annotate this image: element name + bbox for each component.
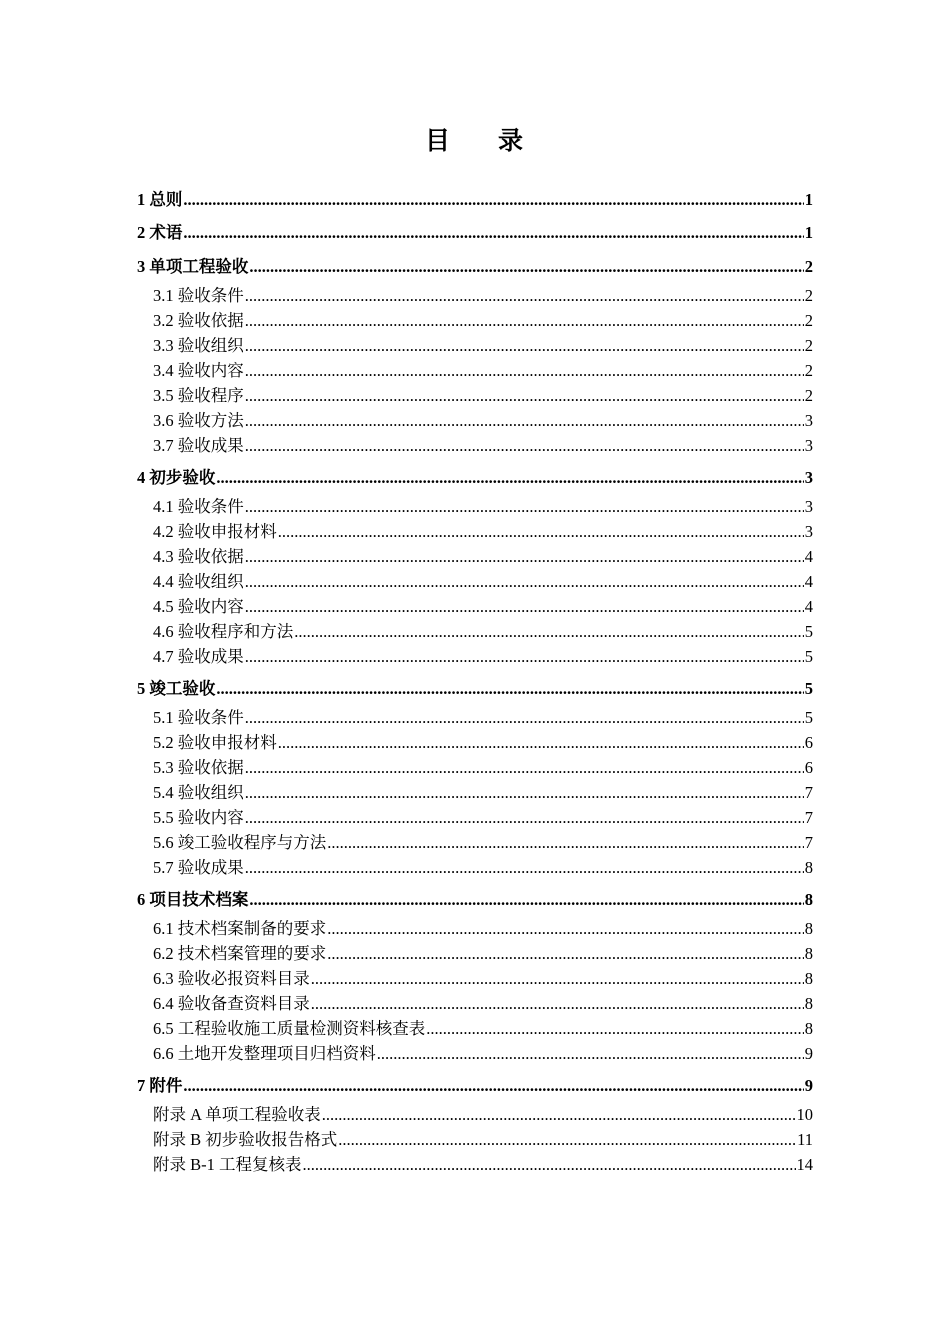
- toc-page-number: 10: [796, 1105, 813, 1124]
- toc-entry-label: 5.5 验收内容: [153, 808, 244, 827]
- toc-leader-dots: [278, 730, 804, 755]
- toc-leader-dots: [245, 383, 804, 408]
- toc-page-number: 1: [804, 189, 813, 209]
- toc-page-number: 8: [804, 944, 813, 963]
- toc-entry-section[interactable]: [137, 830, 813, 855]
- toc-leader-dots: [245, 433, 804, 458]
- toc-entry-label: 4.4 验收组织: [153, 572, 244, 591]
- toc-entry-label: 3.2 验收依据: [153, 311, 244, 330]
- toc-entry-label: 5.2 验收申报材料: [153, 733, 277, 752]
- toc-page-number: 8: [804, 969, 813, 988]
- toc-leader-dots: [322, 1102, 796, 1127]
- toc-entry-label: 4.6 验收程序和方法: [153, 622, 294, 641]
- toc-page-number: 7: [804, 833, 813, 852]
- toc-entry-section[interactable]: [137, 1127, 813, 1152]
- toc-page-number: 14: [796, 1155, 813, 1174]
- toc-page-number: 11: [797, 1130, 813, 1149]
- toc-entry-label: 3 单项工程验收: [137, 256, 249, 276]
- toc-leader-dots: [303, 1152, 796, 1177]
- toc-page-number: 5: [804, 708, 813, 727]
- toc-entry-section[interactable]: [137, 644, 813, 669]
- toc-leader-dots: [426, 1016, 804, 1041]
- toc-page-number: 3: [804, 497, 813, 516]
- toc-page-number: 3: [804, 411, 813, 430]
- toc-page-number: 4: [804, 547, 813, 566]
- toc-entry-label: 6 项目技术档案: [137, 889, 249, 909]
- toc-page-number: 5: [804, 622, 813, 641]
- toc-leader-dots: [377, 1041, 804, 1066]
- toc-leader-dots: [245, 283, 804, 308]
- toc-leader-dots: [183, 187, 803, 212]
- toc-entry-section[interactable]: [137, 1016, 813, 1041]
- toc-page-number: 3: [804, 436, 813, 455]
- toc-page-number: 2: [804, 286, 813, 305]
- toc-page-number: 2: [804, 336, 813, 355]
- toc-page-number: 7: [804, 783, 813, 802]
- toc-entry-label: 1 总则: [137, 189, 183, 209]
- toc-entry-label: 6.6 土地开发整理项目归档资料: [153, 1044, 376, 1063]
- toc-leader-dots: [245, 855, 804, 880]
- toc-entry-section[interactable]: [137, 494, 813, 519]
- toc-leader-dots: [245, 569, 804, 594]
- toc-entry-chapter[interactable]: [137, 460, 813, 494]
- toc-leader-dots: [245, 644, 804, 669]
- toc-entry-section[interactable]: [137, 991, 813, 1016]
- toc-entry-label: 3.6 验收方法: [153, 411, 244, 430]
- toc-page-number: 2: [804, 256, 813, 276]
- toc-leader-dots: [249, 887, 803, 912]
- toc-entry-label: 4.3 验收依据: [153, 547, 244, 566]
- toc-leader-dots: [294, 619, 804, 644]
- toc-page-number: 8: [804, 889, 813, 909]
- toc-entry-label: 7 附件: [137, 1075, 183, 1095]
- toc-entry-label: 2 术语: [137, 222, 183, 242]
- toc-entry-section[interactable]: [137, 594, 813, 619]
- toc-entry-label: 5 竣工验收: [137, 678, 216, 698]
- toc-leader-dots: [338, 1127, 796, 1152]
- toc-leader-dots: [311, 991, 804, 1016]
- toc-entry-section[interactable]: [137, 569, 813, 594]
- toc-entry-label: 6.2 技术档案管理的要求: [153, 944, 327, 963]
- toc-entry-label: 6.5 工程验收施工质量检测资料核查表: [153, 1019, 426, 1038]
- toc-page-number: 4: [804, 597, 813, 616]
- toc-leader-dots: [249, 254, 803, 279]
- toc-entry-section[interactable]: [137, 544, 813, 569]
- toc-leader-dots: [216, 465, 803, 490]
- toc-entry-section[interactable]: [137, 308, 813, 333]
- toc-entry-section[interactable]: [137, 519, 813, 544]
- toc-leader-dots: [183, 1073, 803, 1098]
- toc-page-number: 5: [804, 647, 813, 666]
- toc-entry-section[interactable]: [137, 780, 813, 805]
- toc-entry-chapter[interactable]: [137, 249, 813, 283]
- toc-entry-section[interactable]: [137, 333, 813, 358]
- toc-entry-section[interactable]: [137, 705, 813, 730]
- toc-page-number: 2: [804, 386, 813, 405]
- toc-leader-dots: [245, 308, 804, 333]
- toc-entry-section[interactable]: [137, 730, 813, 755]
- toc-page-number: 6: [804, 733, 813, 752]
- toc-page-number: 8: [804, 919, 813, 938]
- toc-entry-section[interactable]: [137, 1152, 813, 1177]
- toc-leader-dots: [245, 805, 804, 830]
- toc-page-number: 7: [804, 808, 813, 827]
- toc-entry-section[interactable]: [137, 805, 813, 830]
- toc-entry-label: 附录 B 初步验收报告格式: [153, 1130, 338, 1149]
- toc-title: [0, 121, 950, 157]
- toc-page-number: 5: [804, 678, 813, 698]
- toc-entry-label: 3.1 验收条件: [153, 286, 244, 305]
- toc-entry-section[interactable]: [137, 855, 813, 880]
- toc-entry-section[interactable]: [137, 619, 813, 644]
- toc-page-number: 8: [804, 858, 813, 877]
- toc-leader-dots: [327, 830, 804, 855]
- toc-leader-dots: [216, 676, 803, 701]
- toc-entry-label: 4.5 验收内容: [153, 597, 244, 616]
- toc-entry-label: 4.7 验收成果: [153, 647, 244, 666]
- toc-entry-label: 5.3 验收依据: [153, 758, 244, 777]
- toc-leader-dots: [327, 916, 804, 941]
- toc-entry-section[interactable]: [137, 283, 813, 308]
- toc-page-number: 3: [804, 467, 813, 487]
- toc-page-number: 9: [804, 1044, 813, 1063]
- toc-entry-label: 附录 B-1 工程复核表: [153, 1155, 302, 1174]
- toc-title-left: 目: [424, 126, 452, 155]
- toc-entry-label: 3.4 验收内容: [153, 361, 244, 380]
- toc-entry-chapter[interactable]: [137, 882, 813, 916]
- toc-entry-section[interactable]: [137, 916, 813, 941]
- toc-leader-dots: [245, 594, 804, 619]
- toc-entry-section[interactable]: [137, 941, 813, 966]
- toc-entry-label: 6.4 验收备查资料目录: [153, 994, 310, 1013]
- table-of-contents: [137, 183, 813, 1179]
- toc-page-number: 2: [804, 361, 813, 380]
- toc-entry-label: 5.7 验收成果: [153, 858, 244, 877]
- toc-page-number: 2: [804, 311, 813, 330]
- toc-leader-dots: [245, 333, 804, 358]
- toc-entry-label: 3.7 验收成果: [153, 436, 244, 455]
- toc-entry-chapter[interactable]: [137, 183, 813, 215]
- toc-leader-dots: [245, 358, 804, 383]
- toc-entry-section[interactable]: [137, 433, 813, 458]
- toc-leader-dots: [245, 780, 804, 805]
- toc-leader-dots: [278, 519, 804, 544]
- toc-entry-section[interactable]: [137, 1102, 813, 1127]
- toc-entry-label: 3.3 验收组织: [153, 336, 244, 355]
- toc-leader-dots: [183, 220, 803, 245]
- toc-leader-dots: [245, 408, 804, 433]
- toc-entry-label: 4.2 验收申报材料: [153, 522, 277, 541]
- toc-entry-chapter[interactable]: [137, 215, 813, 249]
- toc-leader-dots: [245, 705, 804, 730]
- toc-entry-label: 5.6 竣工验收程序与方法: [153, 833, 327, 852]
- toc-entry-label: 5.1 验收条件: [153, 708, 244, 727]
- toc-page-number: 8: [804, 994, 813, 1013]
- toc-entry-section[interactable]: [137, 1041, 813, 1066]
- toc-leader-dots: [245, 494, 804, 519]
- toc-entry-label: 5.4 验收组织: [153, 783, 244, 802]
- toc-page-number: 9: [804, 1075, 813, 1095]
- toc-page-number: 3: [804, 522, 813, 541]
- toc-entry-section[interactable]: [137, 408, 813, 433]
- toc-entry-label: 附录 A 单项工程验收表: [153, 1105, 321, 1124]
- toc-leader-dots: [311, 966, 804, 991]
- toc-entry-label: 4 初步验收: [137, 467, 216, 487]
- toc-page-number: 6: [804, 758, 813, 777]
- toc-entry-chapter[interactable]: [137, 1068, 813, 1102]
- toc-entry-section[interactable]: [137, 755, 813, 780]
- toc-entry-label: 4.1 验收条件: [153, 497, 244, 516]
- toc-entry-chapter[interactable]: [137, 671, 813, 705]
- toc-entry-section[interactable]: [137, 966, 813, 991]
- toc-title-right: 录: [498, 126, 526, 155]
- toc-entry-label: 6.1 技术档案制备的要求: [153, 919, 327, 938]
- toc-entry-label: 3.5 验收程序: [153, 386, 244, 405]
- toc-leader-dots: [327, 941, 804, 966]
- toc-leader-dots: [245, 544, 804, 569]
- toc-entry-section[interactable]: [137, 383, 813, 408]
- toc-entry-label: 6.3 验收必报资料目录: [153, 969, 310, 988]
- toc-page-number: 8: [804, 1019, 813, 1038]
- toc-page-number: 1: [804, 222, 813, 242]
- toc-page-number: 4: [804, 572, 813, 591]
- toc-entry-section[interactable]: [137, 358, 813, 383]
- toc-leader-dots: [245, 755, 804, 780]
